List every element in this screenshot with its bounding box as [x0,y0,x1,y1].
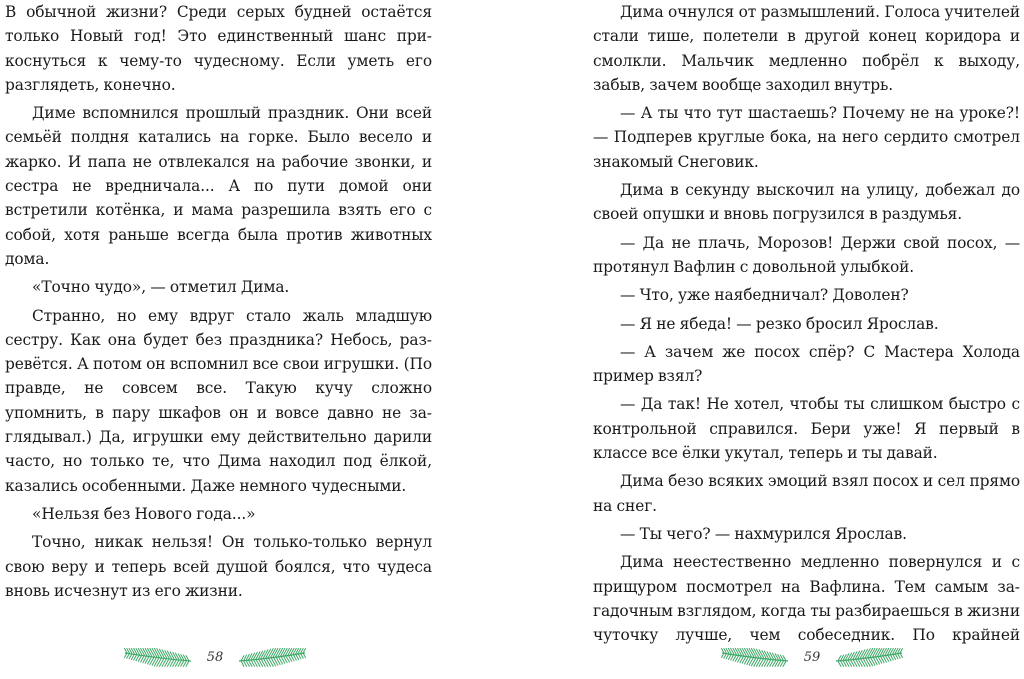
fir-branch-icon [237,639,307,675]
fir-branch-icon [834,639,904,675]
paragraph: Дима очнулся от размышлений. Голоса учителей стали тише, полетели в другой конец коридора и смолкли. Мальчик медленно побрёл к выходу, забыв, зачем вообще заходил внутрь. [593,3,1020,94]
page-number: 59 [803,649,821,665]
paragraph: «Точно чудо», — отметил Дима. [32,278,290,297]
paragraph: Странно, но ему вдруг стало жаль младшую сестру. Как она будет без праздника? Небось, разревётся. А потом он вспомнил все свои игрушки. (По правде, не совсем все. Такую кучу сложно упомнить, в пару шкафов он и вовсе давно не заглядывал.) Да, игрушки ему действительно дарили часто, но только те, что Дима находил под ёлкой, казались особенными. Даже немного чудесными. [5,306,432,495]
paragraph: — Я не ябеда! — резко бросил Ярослав. [620,314,939,333]
fir-branch-icon [720,639,790,675]
paragraph: В обычной жизни? Среди серых будней остаётся только Новый год! Это единственный шанс прикоснуться к чему-то чудесному. Если уметь его разглядеть, конечно. [5,3,432,94]
paragraph: Диме вспомнился прошлый праздник. Они всей семьёй полдня катались на горке. Было весело и жарко. И папа не отвлекался на рабочие звонки, и сестра не вредничала... А по пути домой они встретили котёнка, и мама разрешила взять его с собой, хотя раньше всегда была против животных дома. [5,104,432,268]
paragraph: Дима в секунду выскочил на улицу, добежал до своей опушки и вновь погрузился в раздумья. [593,181,1020,224]
footer-right [712,637,912,677]
paragraph: — Что, уже наябедничал? Доволен? [620,286,909,305]
paragraph: — Да не плачь, Морозов! Держи свой посох, — протянул Вафлин с довольной улыбкой. [593,233,1020,276]
paragraph: — Да так! Не хотел, чтобы ты слишком быстро с контрольной справился. Бери уже! Я первый в классе все ёлки укутал, теперь и ты давай. [593,395,1020,463]
paragraph: Дима безо всяких эмоций взял посох и сел прямо на снег. [593,472,1020,515]
right-page [593,0,1020,679]
footer-left [115,637,315,677]
paragraph: — А ты что тут шастаешь? Почему не на уроке?! — Подперев круглые бока, на него сердито смотрел знакомый Снеговик. [593,104,1020,171]
paragraph: — Ты чего? — нахмурился Ярослав. [620,524,907,543]
page-number: 58 [206,649,224,665]
paragraph: Дима неестественно медленно повернулся и с прищуром посмотрел на Вафлина. Тем самым загадочным взглядом, когда ты разбираешься в жизни чуточку лучше, чем собеседник. По крайней [593,553,1020,645]
left-page [5,0,432,679]
paragraph: «Нельзя без Нового года...» [32,504,256,523]
paragraph: — А зачем же посох спёр? С Мастера Холода пример взял? [593,342,1020,386]
paragraph: Точно, никак нельзя! Он только-только вернул свою веру и теперь всей душой боялся, что чудеса вновь исчезнут из его жизни. [5,533,432,600]
fir-branch-icon [123,639,193,675]
